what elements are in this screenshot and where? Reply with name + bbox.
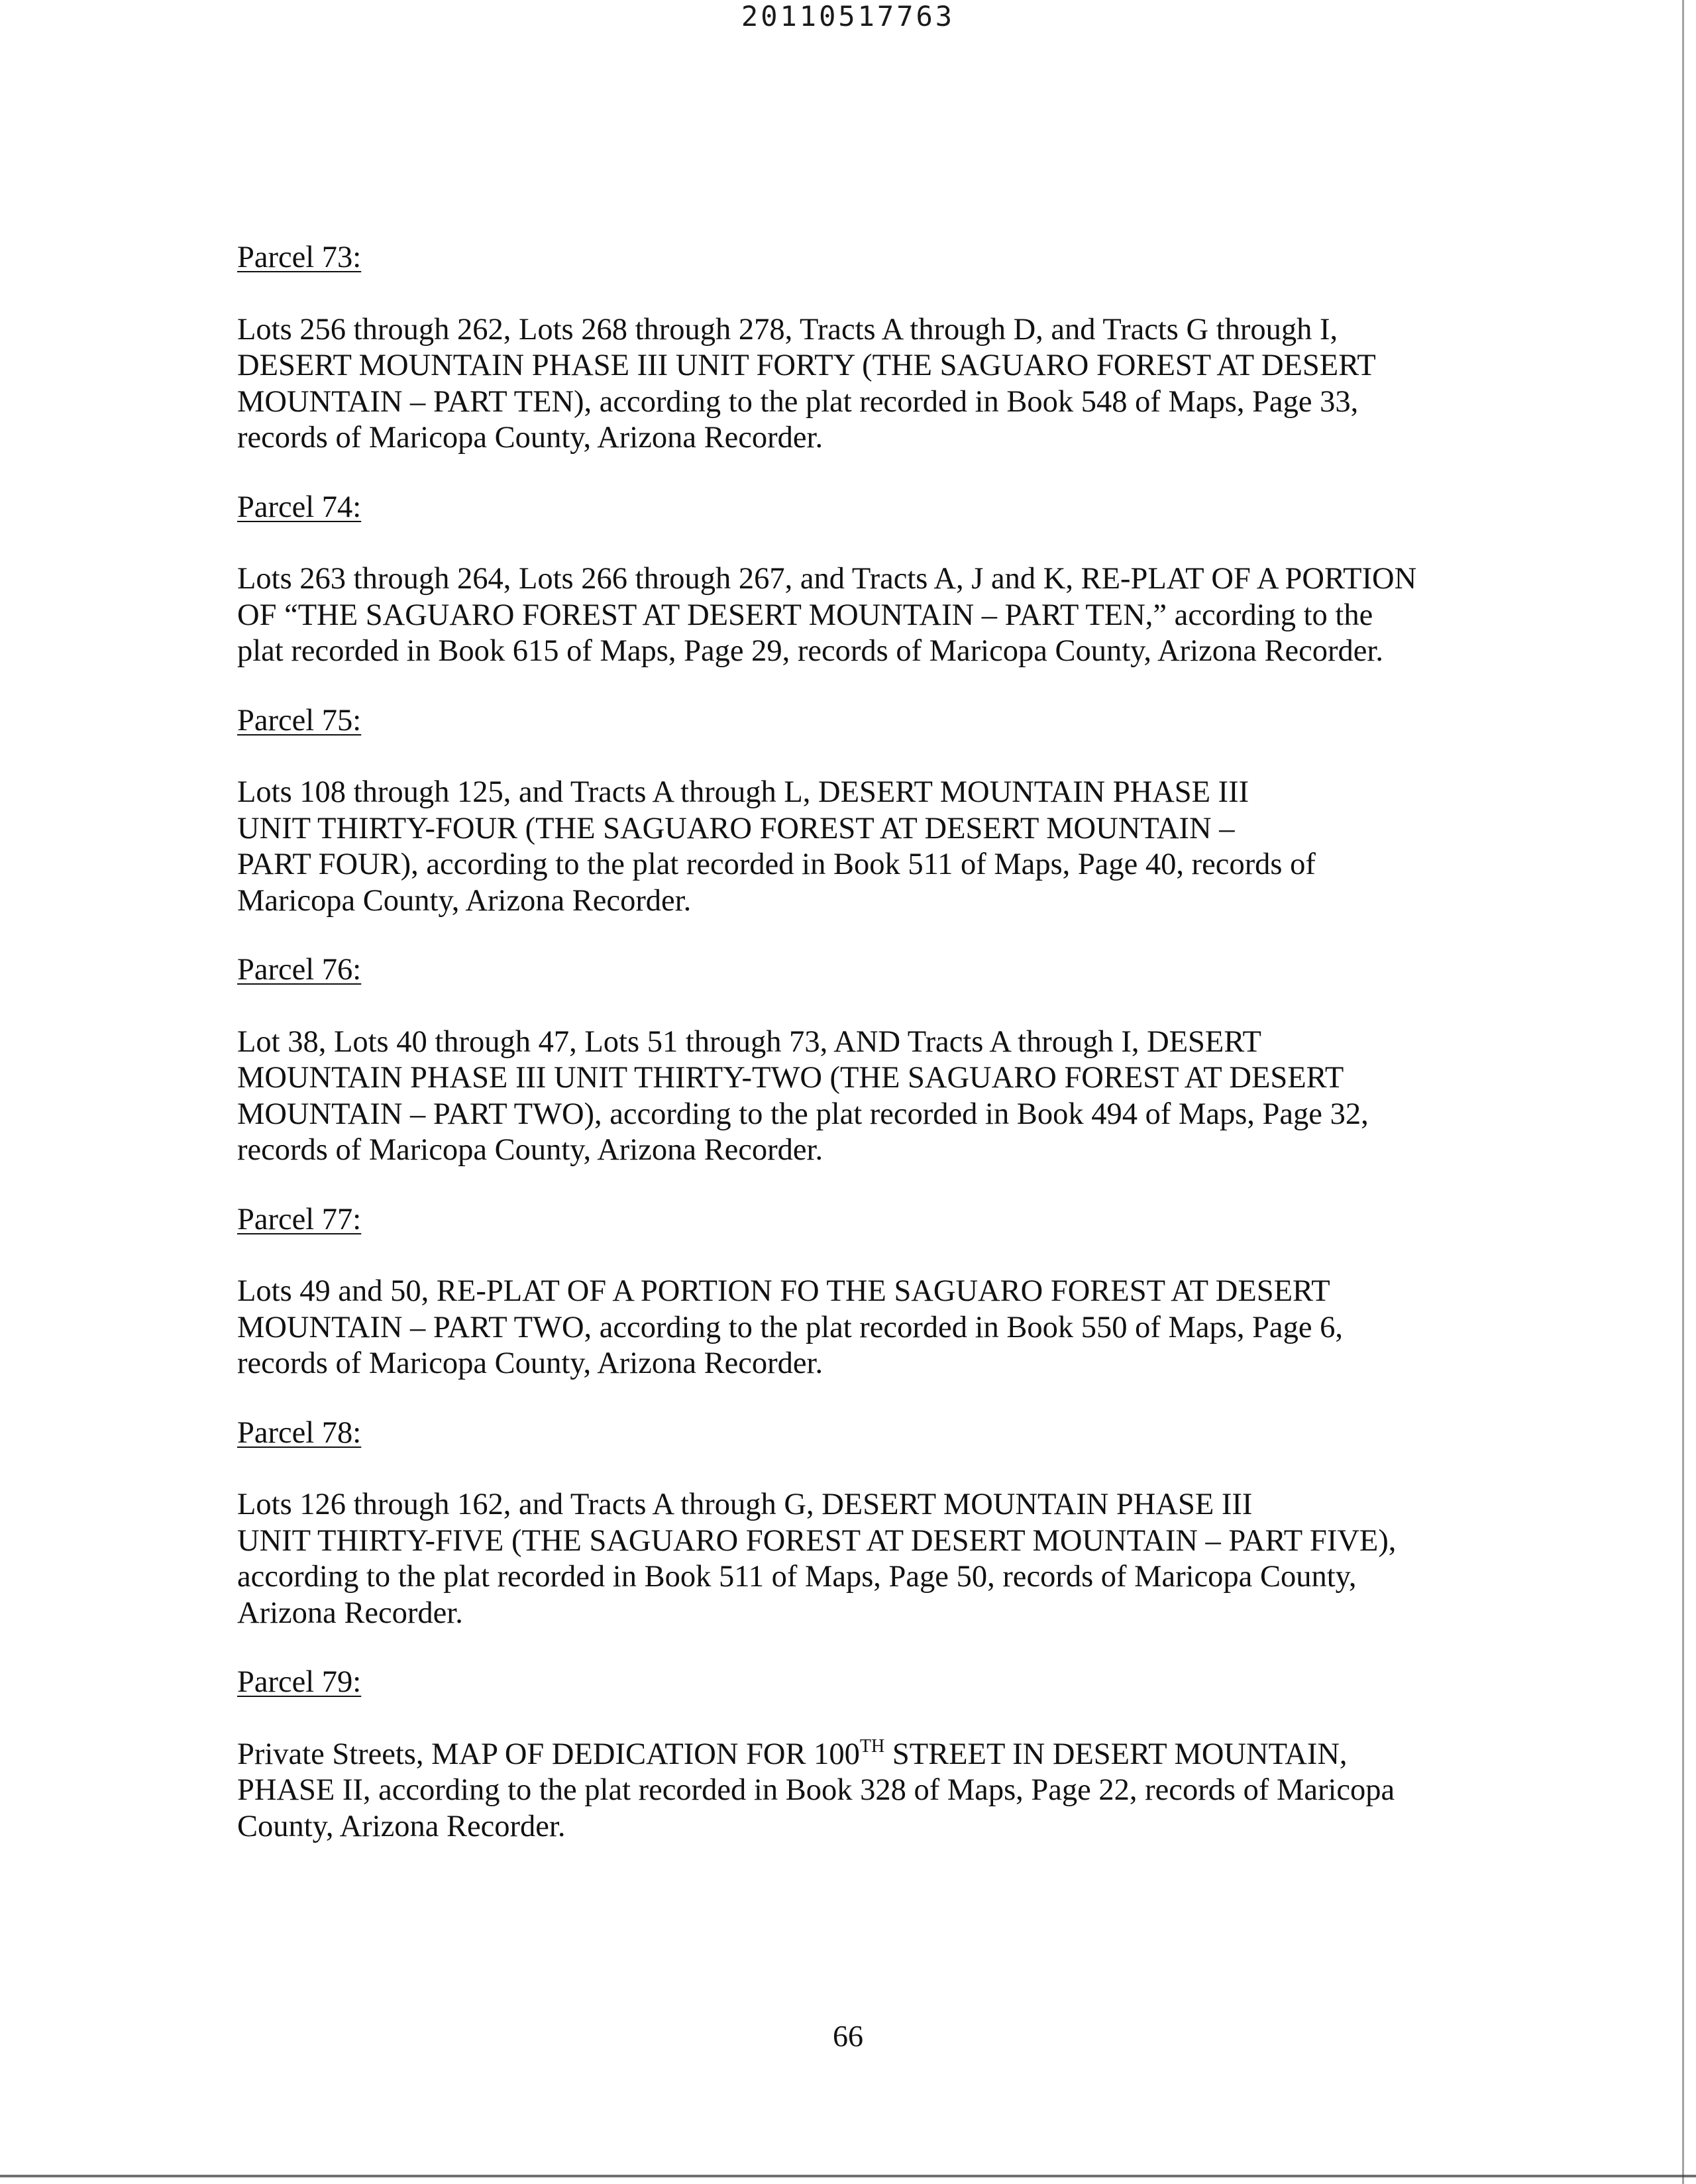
description-line: MOUNTAIN – PART TWO, according to the plat recorded in Book 550 of Maps, Page 6,: [237, 1310, 1343, 1344]
parcel-heading: Parcel 73:: [237, 241, 362, 274]
parcel-heading: Parcel 75:: [237, 703, 362, 737]
parcel-heading: Parcel 76:: [237, 953, 362, 987]
parcel-description: [237, 1737, 1496, 1845]
line-text: Private Streets, MAP OF DEDICATION FOR 100: [237, 1737, 860, 1771]
scan-right-edge: [1682, 0, 1684, 2184]
description-line: MOUNTAIN PHASE III UNIT THIRTY-TWO (THE SAGUARO FOREST AT DESERT: [237, 1061, 1344, 1095]
parcel-description: [237, 561, 1496, 670]
line-text: STREET IN DESERT MOUNTAIN,: [884, 1737, 1348, 1771]
parcel-description: [237, 1274, 1496, 1382]
parcel-block: [237, 1665, 1496, 1845]
parcel-heading: Parcel 78:: [237, 1415, 362, 1450]
description-line: UNIT THIRTY-FIVE (THE SAGUARO FOREST AT DESERT MOUNTAIN – PART FIVE),: [237, 1523, 1397, 1558]
description-line: records of Maricopa County, Arizona Recorder.: [237, 1133, 823, 1167]
parcel-description: [237, 312, 1496, 457]
description-line: according to the plat recorded in Book 511 of Maps, Page 50, records of Maricopa County,: [237, 1560, 1357, 1594]
description-line: UNIT THIRTY-FOUR (THE SAGUARO FOREST AT DESERT MOUNTAIN –: [237, 811, 1235, 846]
parcel-heading: Parcel 77:: [237, 1202, 362, 1236]
description-line: MOUNTAIN – PART TEN), according to the plat recorded in Book 548 of Maps, Page 33,: [237, 384, 1359, 419]
description-line: Lots 263 through 264, Lots 266 through 267, and Tracts A, J and K, RE-PLAT OF A PORTION: [237, 562, 1417, 596]
parcel-block: [237, 1415, 1496, 1632]
parcel-heading: Parcel 79:: [237, 1665, 362, 1699]
parcel-block: [237, 490, 1496, 670]
parcel-description: [237, 1024, 1496, 1169]
description-line: [237, 1737, 1496, 1773]
recording-number: 20110517763: [741, 0, 955, 32]
description-line: records of Maricopa County, Arizona Recorder.: [237, 421, 823, 455]
parcel-description: [237, 1487, 1496, 1631]
parcel-block: [237, 240, 1496, 457]
parcel-block: [237, 1202, 1496, 1382]
description-line: PART FOUR), according to the plat recorded in Book 511 of Maps, Page 40, records of: [237, 847, 1316, 881]
description-line: Arizona Recorder.: [237, 1596, 463, 1630]
description-line: Maricopa County, Arizona Recorder.: [237, 883, 692, 918]
description-line: plat recorded in Book 615 of Maps, Page 29, records of Maricopa County, Arizona Recorder.: [237, 634, 1383, 668]
description-line: Lots 256 through 262, Lots 268 through 278, Tracts A through D, and Tracts G through I,: [237, 312, 1338, 347]
description-line: Lots 126 through 162, and Tracts A through G, DESERT MOUNTAIN PHASE III: [237, 1488, 1253, 1521]
description-line: Lots 108 through 125, and Tracts A through L, DESERT MOUNTAIN PHASE III: [237, 775, 1249, 809]
description-line: records of Maricopa County, Arizona Recorder.: [237, 1346, 823, 1380]
description-line: PHASE II, according to the plat recorded in Book 328 of Maps, Page 22, records of Maricopa: [237, 1773, 1395, 1807]
parcel-block: [237, 952, 1496, 1169]
description-line: County, Arizona Recorder.: [237, 1809, 566, 1843]
description-line: Lots 49 and 50, RE-PLAT OF A PORTION FO THE SAGUARO FOREST AT DESERT: [237, 1274, 1330, 1308]
description-line: Lot 38, Lots 40 through 47, Lots 51 through 73, AND Tracts A through I, DESERT: [237, 1024, 1261, 1059]
description-line: MOUNTAIN – PART TWO), according to the plat recorded in Book 494 of Maps, Page 32,: [237, 1097, 1369, 1131]
page-number: 66: [833, 2019, 863, 2053]
description-line: DESERT MOUNTAIN PHASE III UNIT FORTY (THE SAGUARO FOREST AT DESERT: [237, 349, 1376, 382]
parcel-heading: Parcel 74:: [237, 490, 362, 524]
parcel-description: [237, 775, 1496, 919]
parcel-list: [237, 240, 1496, 1631]
description-line: OF “THE SAGUARO FOREST AT DESERT MOUNTAIN – PART TEN,” according to the: [237, 598, 1373, 632]
parcel-block: [237, 703, 1496, 920]
scan-bottom-edge: [0, 2175, 1696, 2177]
legal-description: [237, 240, 1496, 1878]
ordinal-suffix: TH: [859, 1735, 885, 1757]
